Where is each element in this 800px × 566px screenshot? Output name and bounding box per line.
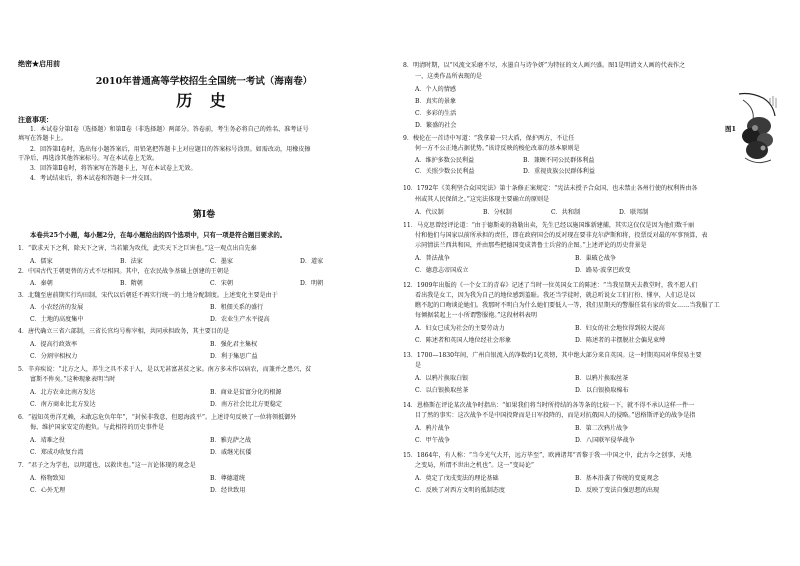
option-c: C．陈述者和英国人地位经社会形象 <box>415 337 512 344</box>
option-b: B．以鸦片换取丝茶 <box>575 375 629 382</box>
question-stem: 付和他们与国家以前所承担的责任，即在政府国会的反对现在要非克尔萨斯和将，投票反对最的军事预算，表 <box>415 232 708 239</box>
option-d: D．路易·波拿巴政变 <box>575 267 631 274</box>
option-a: A．秦朝 <box>30 280 53 287</box>
option-a: A．妇女已成为社会的主要劳动力 <box>415 325 505 332</box>
option-c: C．宋朝 <box>210 280 233 287</box>
option-b: B．租佃关系的盛行 <box>210 304 264 311</box>
option-b: B．真实的景象 <box>415 98 457 105</box>
option-b: B．隋朝 <box>120 280 143 287</box>
option-d: D．重视贵族公民群体利益 <box>523 168 595 175</box>
option-d: D．道家 <box>300 258 324 265</box>
question-stem: 7．“君子之为学也，以明道也，以救世也。”这一言论体现的观念是 <box>18 462 196 469</box>
note-line: 3．回答第Ⅱ卷时，将答案写在答题卡上，写在本试卷上无效。 <box>30 165 197 172</box>
secret-label: 绝密★启用前 <box>18 59 60 68</box>
section-title: 第Ⅰ卷 <box>192 210 216 220</box>
option-a: A．格物致知 <box>30 475 65 482</box>
note-line: 1．本试卷分第Ⅰ卷（选择题）和第Ⅱ卷（非选择题）两部分。答卷前，考生务必将自己的姓名、准考证号 <box>30 126 309 133</box>
ink-painting-figure <box>733 90 781 172</box>
question-stem: 一，这类作品所表现的是 <box>415 73 483 80</box>
question-stem: 州或其人民保留之。”这宪法体现主要确立的原则是 <box>415 196 550 203</box>
question-stem: 12．1909年出版的《一个女工的青春》记述了当时一位英国女工的陈述：“当我星期天去教堂时，我不愿人们 <box>403 282 698 289</box>
option-b: B．雅克萨之战 <box>210 437 252 444</box>
note-line: 4．考试结束后，将本试卷和答题卡一并交回。 <box>30 175 156 182</box>
option-b: B．尊德道统 <box>210 475 245 482</box>
option-a: A．以鸦片换取白银 <box>415 375 469 382</box>
question-stem: 4．唐代确立三省六部制，三省长官均号称宰相，共同承担政务，其主要目的是 <box>18 328 230 335</box>
option-d: D．陈述者的丰摆脱社会偏见束缚 <box>575 337 666 344</box>
option-c: C．甲午战争 <box>415 437 451 444</box>
option-c: C．郑成功收复台湾 <box>30 449 84 456</box>
option-d: D．利于集思广益 <box>210 353 258 360</box>
option-b: B．分权制 <box>483 209 512 216</box>
option-c: C．土地的高度集中 <box>30 316 84 323</box>
option-a: A．普法战争 <box>415 255 450 262</box>
question-stem: 9．梭伦在一首诗中写道：“我拿着一只大盾，保护两方，不让任 <box>403 135 575 142</box>
question-stem: 6．“福知英勇洋无赖，未敢忘危负年年”，“封侯非我意，但愿海波平”。上述诗句反映了一位将领抵御外 <box>18 414 297 421</box>
option-a: A．鸦片战争 <box>415 425 450 432</box>
option-c: C．南方商业比北方发达 <box>30 401 96 408</box>
option-a: A．维护多数公民利益 <box>415 157 475 164</box>
question-stem: 14．恩格斯在评论某次战争时指出：“如果我们将当时所持结的各等条的比较一下，就不得不承认这样一件一 <box>403 402 695 409</box>
option-c: C．心外无理 <box>30 487 66 494</box>
question-stem: 8．明清时期，以“风流文采磨不尽，水墨自与诗争妍”为特征的文人画兴盛。图1是明清文人画的代表作之 <box>403 62 686 69</box>
option-a: A．靖难之役 <box>30 437 65 444</box>
option-c: C．共和制 <box>551 209 581 216</box>
question-stem: 15．1864年，有人称：“当今光气大开，远方毕至”，欧洲诸邦“晋黎于我一中国之中，此古今之创事，天地 <box>403 452 692 459</box>
option-a: A．北方农业比南方发达 <box>30 389 96 396</box>
option-c: C．反映了对西方文明的抵制态度 <box>415 487 505 494</box>
option-a: A．代议制 <box>415 209 444 216</box>
option-d: D．戚继光抗倭 <box>210 449 252 456</box>
option-b: B．法家 <box>120 258 143 265</box>
option-c: C．分割宰相权力 <box>30 353 78 360</box>
question-stem: 之变局，所谓不世出之机也”。这一“变局论” <box>415 462 535 469</box>
option-d: D．联邦制 <box>619 209 649 216</box>
option-c: C．以白银换取丝茶 <box>415 387 469 394</box>
question-stem: 何一方不公正地占据优势。”该诗反映的梭伦改革的基本原则是 <box>415 145 580 152</box>
option-d: D．经世致用 <box>210 487 246 494</box>
option-d: D．繁盛的社会 <box>415 122 457 129</box>
option-d: D．八国联军侵华战争 <box>575 437 635 444</box>
note-line: 填写在答题卡上。 <box>18 135 67 142</box>
option-a: A．个人的情感 <box>415 86 456 93</box>
section-instruction: 本卷共25个小题，每小题2分，在每小题给出的四个选项中，只有一项是符合题目要求的。 <box>30 231 287 239</box>
option-b: B．商业是贫富分化的根源 <box>210 389 282 396</box>
option-d: D．以白银换取棉布 <box>575 387 629 394</box>
notes-heading: 注意事项： <box>18 115 53 124</box>
option-b: B．第二次鸦片战争 <box>575 425 629 432</box>
option-a: A．小农经济的发展 <box>30 304 84 311</box>
option-d: D．农业生产水平提高 <box>210 316 270 323</box>
option-b: B．强化君主集权 <box>210 341 258 348</box>
option-b: B．妇女的社会地位得到较大提高 <box>575 325 665 332</box>
option-d: D．南方社会比北方更稳定 <box>210 401 282 408</box>
option-b: B．巢破仑战争 <box>575 255 617 262</box>
option-c: C．关照少数公民利益 <box>415 168 475 175</box>
question-stem: 看出我是女工，因为我为自己的地位感到羞耻。我还当学徒时，就总听说女工们打扮、懂享，人们总是以 <box>415 292 696 299</box>
exam-title: 2010年普通高等学校招生全国统一考试（海南卷） <box>95 76 313 87</box>
option-c: C．多彩的生活 <box>415 110 457 117</box>
question-stem: 10．1792年《美利坚合众国宪法》第十条修正案规定：“宪法未授予合众国、也未禁止各州行使的权利皆由各 <box>403 185 698 192</box>
figure-caption: 图1 <box>725 125 737 133</box>
question-stem: 11．马克思曾经评论道：“由于德斯麦的勃勒出卖，先生已经以施国维新建捕，其实这仅仅是因为他们数千丽 <box>403 222 695 229</box>
question-stem: 1．“欲求天下之利，除天下之害，当若繁为攻伐，此实天下之巨害也。”这一观点出自先秦 <box>18 245 257 252</box>
option-c: C．墨家 <box>210 258 233 265</box>
option-b: B．兼顾不同公民群体利益 <box>523 157 595 164</box>
question-stem: 2．中国古代王朝更替的方式不尽相同。其中，在农民战争基础上创建的王朝是 <box>18 268 230 275</box>
option-a: A．提高行政效率 <box>30 341 78 348</box>
question-stem: 富斯不侔矣。”这种现象表明当时 <box>30 376 116 383</box>
question-stem: 目了然的事实：这次战争不是中国投降而是日军投降的，而是对抗俄国人的侵略。”恩格斯评论的战争是指 <box>415 412 696 419</box>
question-stem: 示同情法兰西共和国，并由那些把德国变成普鲁士兵营的企图。”上述评论的历史背景是 <box>415 242 647 249</box>
option-d: D．反映了变法自强思想的出现 <box>575 487 660 494</box>
question-stem: 是 <box>415 362 422 369</box>
option-c: C．德意志帝国成立 <box>415 267 469 274</box>
question-stem: 5．辛弃疾说：“北方之人，养生之具不求于人，是以无甚富甚贫之家。南方多末作以病农，而兼并之患兴，贫 <box>18 366 312 373</box>
question-stem: 13．1700—1830年间，广州自银流入的净数约1亿英镑，其中绝大部分来自英国。这一时期英国对华贸易主要 <box>403 352 702 359</box>
subject-title: 历 史 <box>176 91 232 110</box>
note-line: 2．回答第Ⅰ卷时，选出每小题答案后，用铅笔把答题卡上对应题目的答案标号涂黑。如需改动，用橡皮擦 <box>30 146 311 153</box>
question-stem: 侮、维护国家安定的抱负。与此相符的历史事件是 <box>30 424 165 431</box>
question-stem: 3．北魏至唐前期实行均田制，宋代以后朝廷不再实行统一的土地分配制度。上述变化主要是由于 <box>18 292 278 299</box>
option-b: B．基本沿袭了传统的变夏观念 <box>575 475 659 482</box>
note-line: 干净后，再选涂其他答案标号。写在本试卷上无效。 <box>18 155 159 162</box>
option-a: A．奠定了戊戌变法的理论基础 <box>415 475 499 482</box>
option-d: D．明朝 <box>300 280 324 287</box>
question-stem: 瞧不起的口吻谈论她们。我那时不明白为什么她们要低人一等，我们星期天的警服任装有家的常女……当我服了工 <box>415 302 720 309</box>
option-a: A．儒家 <box>30 258 53 265</box>
question-stem: 每倾据装起上一小所谓警服袍。”这段材料表明 <box>415 312 537 319</box>
